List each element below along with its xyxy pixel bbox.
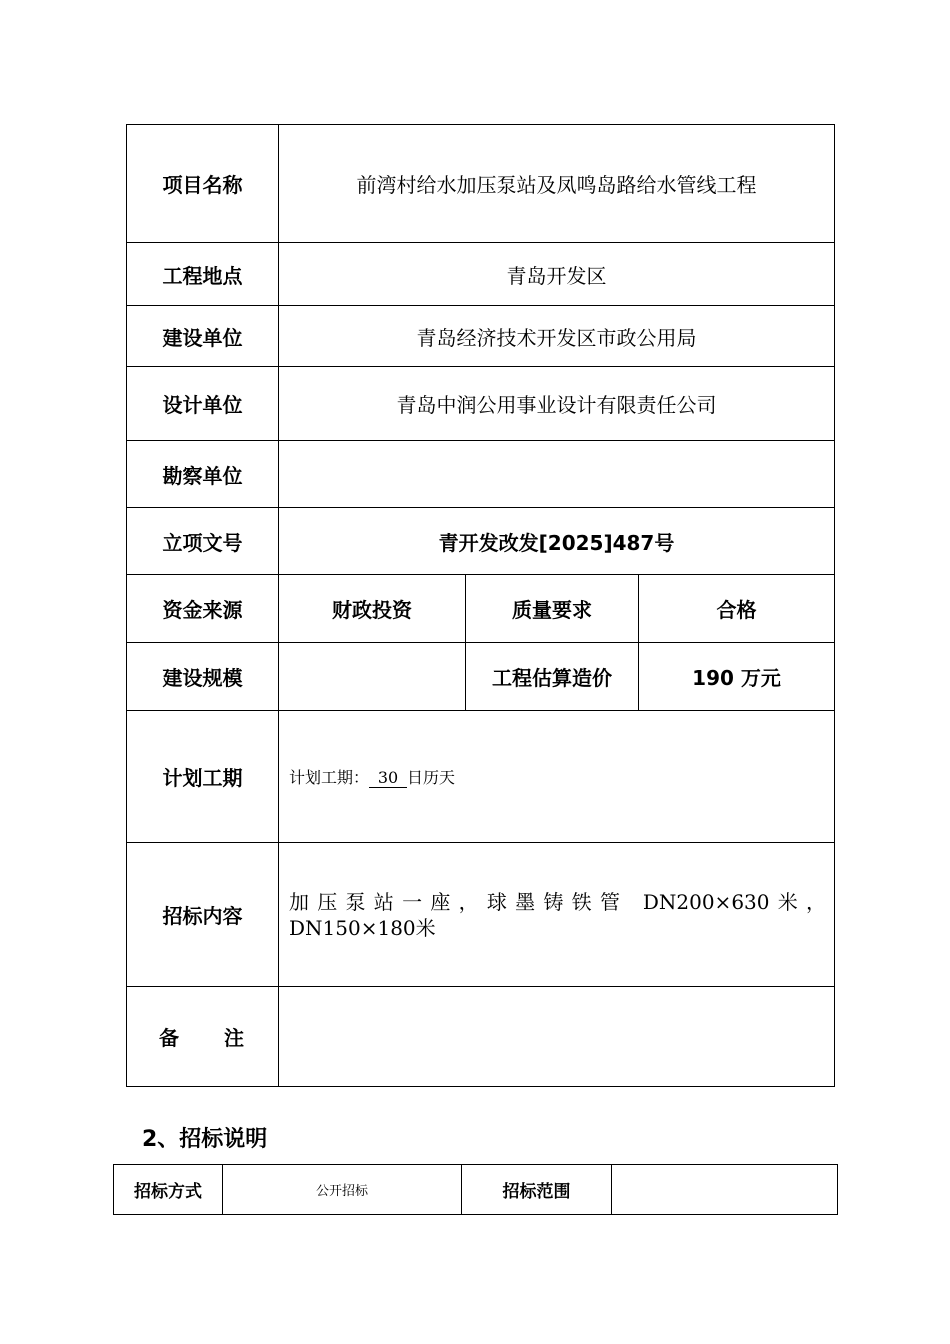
scope-value: 加压泵站一座，球墨铸铁管 DN200×630米，DN150×180米 <box>279 843 835 987</box>
remarks-label <box>127 987 279 1087</box>
approval-no-label: 立项文号 <box>127 508 279 575</box>
project-name-label: 项目名称 <box>127 125 279 243</box>
schedule-suffix: 日历天 <box>407 768 456 787</box>
schedule-prefix: 计划工期： <box>289 768 370 787</box>
location-label: 工程地点 <box>127 243 279 306</box>
schedule-label: 计划工期 <box>127 711 279 843</box>
schedule-value <box>279 711 835 843</box>
range-label: 招标范围 <box>462 1165 612 1215</box>
project-name-value: 前湾村给水加压泵站及凤鸣岛路给水管线工程 <box>279 125 835 243</box>
approval-no-value: 青开发改发[2025]487号 <box>279 508 835 575</box>
bidding-table <box>113 1164 838 1215</box>
owner-label: 建设单位 <box>127 306 279 367</box>
method-label: 招标方式 <box>114 1165 223 1215</box>
funding-label: 资金来源 <box>127 575 279 643</box>
designer-value: 青岛中润公用事业设计有限责任公司 <box>279 367 835 441</box>
remarks-label-left: 备 <box>159 1026 179 1050</box>
scale-value <box>279 643 466 711</box>
range-value <box>612 1165 838 1215</box>
project-info-table <box>126 124 835 1087</box>
surveyor-value <box>279 441 835 508</box>
cost-value: 190 万元 <box>639 643 835 711</box>
funding-value: 财政投资 <box>279 575 466 643</box>
schedule-days: 30 <box>369 768 407 788</box>
remarks-value <box>279 987 835 1087</box>
owner-value: 青岛经济技术开发区市政公用局 <box>279 306 835 367</box>
designer-label: 设计单位 <box>127 367 279 441</box>
cost-label: 工程估算造价 <box>466 643 639 711</box>
scale-label: 建设规模 <box>127 643 279 711</box>
quality-value: 合格 <box>639 575 835 643</box>
quality-label: 质量要求 <box>466 575 639 643</box>
section-heading: 2、招标说明 <box>142 1127 268 1152</box>
surveyor-label: 勘察单位 <box>127 441 279 508</box>
scope-label: 招标内容 <box>127 843 279 987</box>
remarks-label-right: 注 <box>224 1026 244 1050</box>
method-value: 公开招标 <box>223 1165 462 1215</box>
location-value: 青岛开发区 <box>279 243 835 306</box>
